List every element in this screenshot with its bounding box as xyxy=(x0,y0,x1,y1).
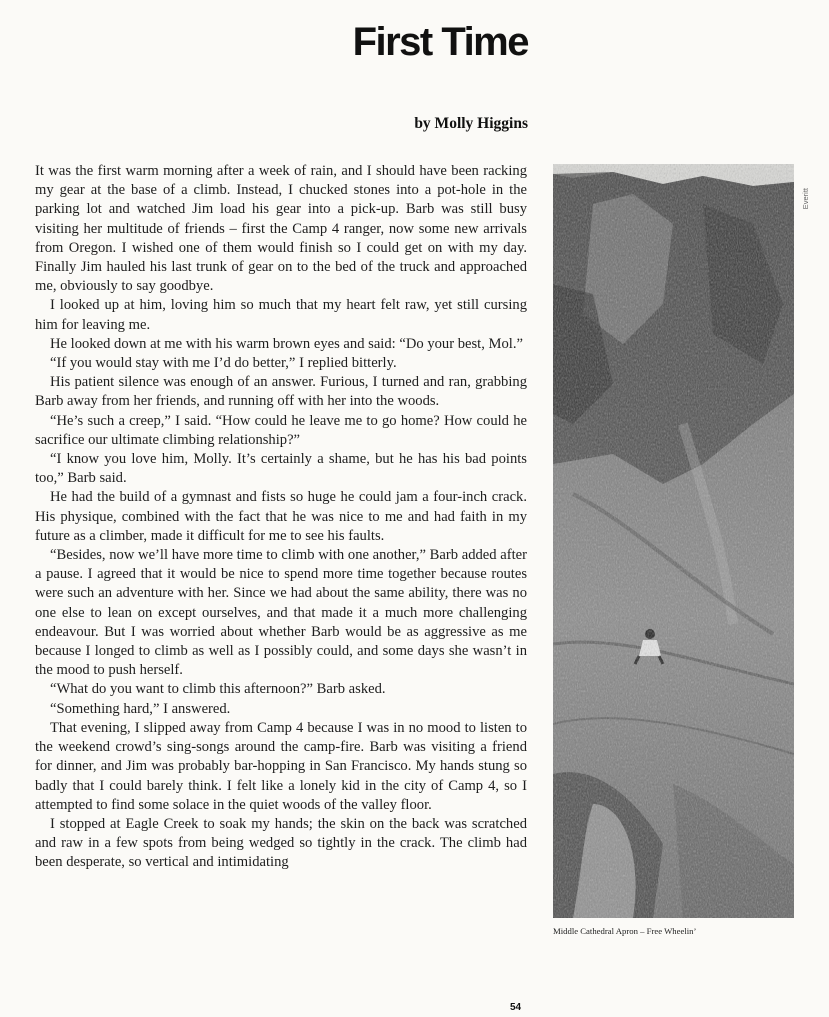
paragraph: “If you would stay with me I’d do better,” I replied bitterly. xyxy=(50,355,397,372)
paragraph: I stopped at Eagle Creek to soak my hands; the skin on the back was scratched and raw in a few spots from being wedged so tightly in the crack. The climb had been desperate, so vertical and intimidating xyxy=(35,815,527,871)
photo-caption: Middle Cathedral Apron – Free Wheelin’ xyxy=(553,926,697,936)
paragraph: It was the first warm morning after a week of rain, and I should have been racking my gear at the base of a climb. Instead, I chucked stones into a pot-hole in the parking lot and watched Jim load his gear into a pick-up. Barb was still busy visiting her multitude of friends – first the Camp 4 ranger, now some new arrivals from Oregon. I wished one of them would finish so I could get on with my day. Finally Jim hauled his last trunk of gear on to the bed of the truck and approached me, obviously to say goodbye. xyxy=(35,163,527,295)
rock-face-photo xyxy=(553,164,794,918)
paragraph: I looked up at him, loving him so much that my heart felt raw, yet still cursing him for leaving me. xyxy=(35,297,527,333)
paragraph: “I know you love him, Molly. It’s certainly a shame, but he has his bad points too,” Barb said. xyxy=(35,451,527,487)
article-body xyxy=(35,162,527,873)
paragraph: “What do you want to climb this afternoon?” Barb asked. xyxy=(50,681,386,698)
paragraph: That evening, I slipped away from Camp 4 because I was in no mood to listen to the weekend crowd’s sing-songs around the camp-fire. Barb was visiting a friend for dinner, and Jim was probably bar-hopping in San Francisco. My hands stung so badly that I could barely think. I felt like a lonely kid in the city of Camp 4, so I attempted to find some solace in the quiet woods of the valley floor. xyxy=(35,719,527,813)
article-byline: by Molly Higgins xyxy=(414,115,528,132)
paragraph: He had the build of a gymnast and fists so huge he could jam a four-inch crack. His physique, combined with the fact that he was nice to me and had faith in my future as a climber, made it difficult for me to see his faults. xyxy=(35,489,527,544)
paragraph: “He’s such a creep,” I said. “How could he leave me to go home? How could he sacrifice our ultimate climbing relationship?” xyxy=(35,412,527,448)
paragraph: His patient silence was enough of an answer. Furious, I turned and ran, grabbing Barb away from her friends, and running off with her into the woods. xyxy=(35,374,527,410)
page-number: 54 xyxy=(510,1002,522,1013)
paragraph: He looked down at me with his warm brown eyes and said: “Do your best, Mol.” xyxy=(50,335,523,352)
rock-face-image xyxy=(553,164,794,918)
paragraph: “Something hard,” I answered. xyxy=(50,700,231,717)
photo-credit: Everitt xyxy=(801,188,810,210)
paragraph: “Besides, now we’ll have more time to climb with one another,” Barb added after a pause. I agreed that it would be nice to spend more time together because routes were such an adventure with her. Since we had about the same ability, there was no one else to lean on except ourselves, and that made it a much more challenging endeavour. But I was worried about whether Barb would be as aggressive as me because I longed to climb as well as I possibly could, and some days she wasn’t in the mood to push herself. xyxy=(35,547,527,679)
article-title: First Time xyxy=(352,20,528,64)
